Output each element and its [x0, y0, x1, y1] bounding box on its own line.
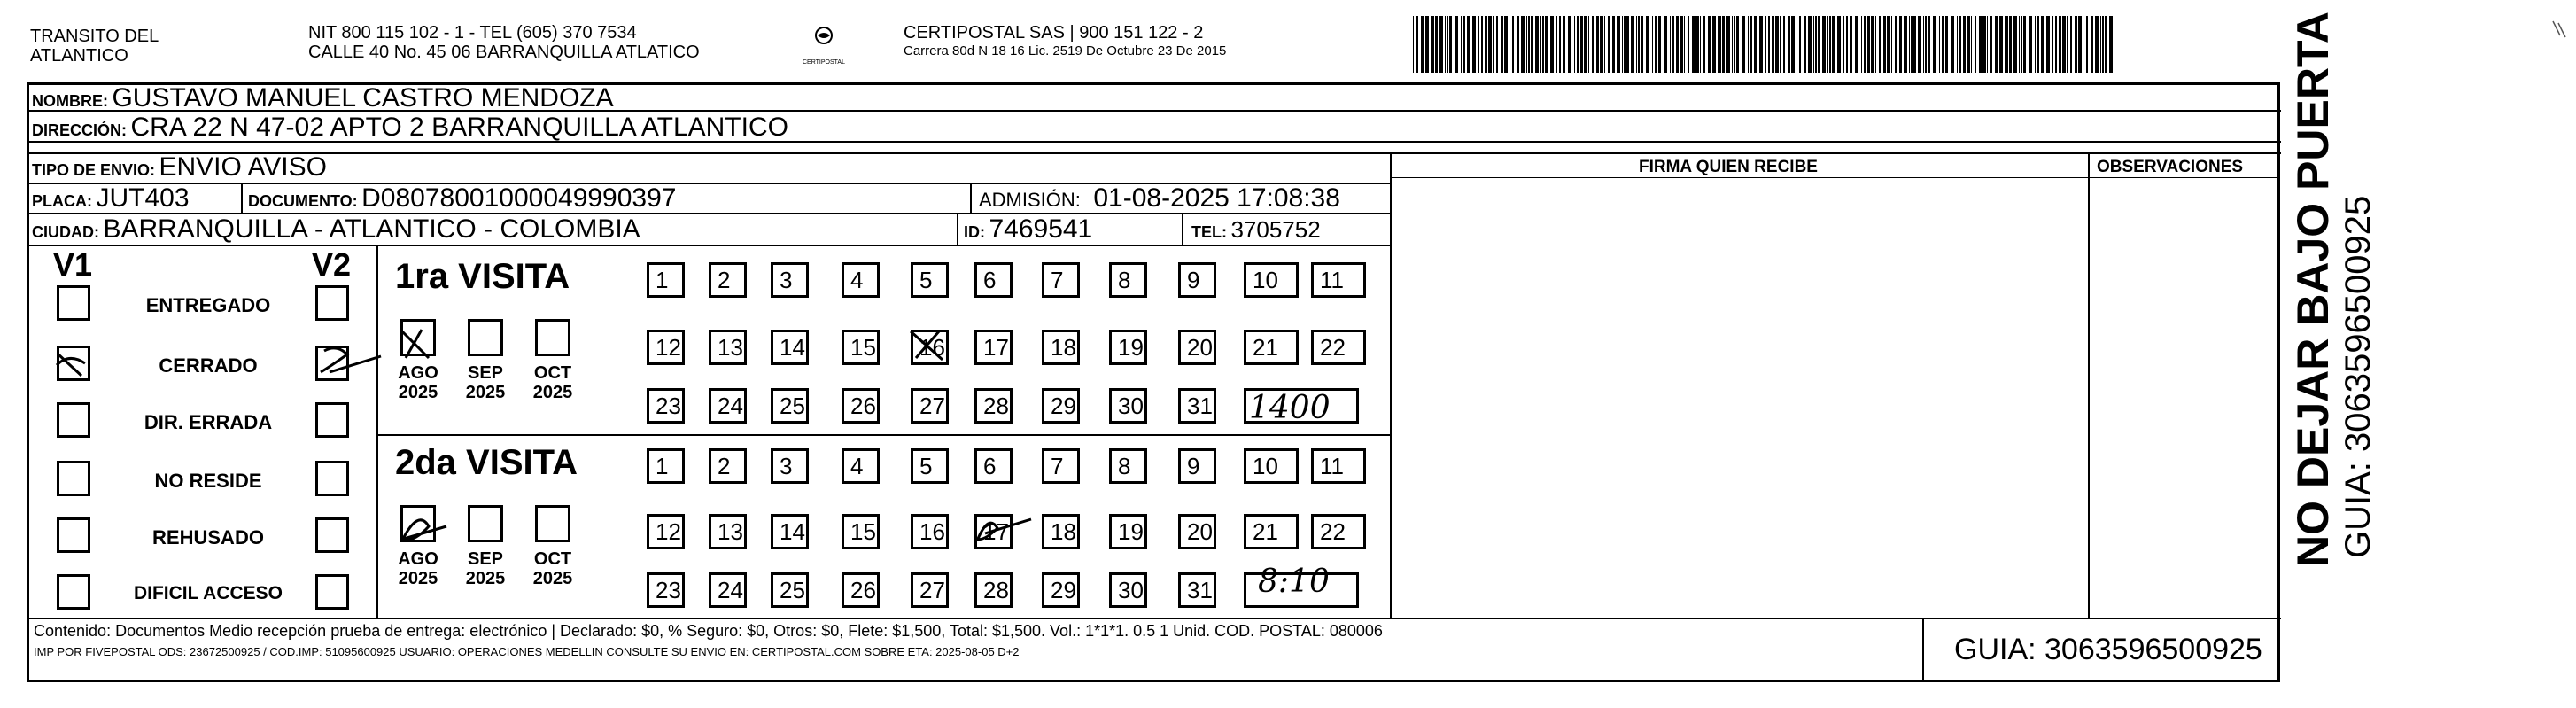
day-box-10-v2[interactable]: 10 [1244, 448, 1299, 484]
day-box-1-v1[interactable]: 1 [647, 262, 685, 298]
day-box-7-v2[interactable]: 7 [1042, 448, 1080, 484]
address-text: CALLE 40 No. 45 06 BARRANQUILLA ATLATICO [308, 43, 700, 62]
status-label-5: REHUSADO [152, 526, 264, 549]
day-box-7-v1[interactable]: 7 [1042, 262, 1080, 298]
day-box-2-v1[interactable]: 2 [709, 262, 747, 298]
day-box-31-v1[interactable]: 31 [1178, 388, 1216, 424]
day-box-27-v2[interactable]: 27 [911, 572, 949, 608]
month-label: SEP 2025 [465, 363, 506, 402]
company-text: CERTIPOSTAL SAS | 900 151 122 - 2 [904, 23, 1204, 43]
first-visit-time: 1400 [1249, 390, 1331, 426]
day-box-23-v1[interactable]: 23 [647, 388, 685, 424]
v2-label: V2 [312, 246, 352, 283]
day-box-29-v2[interactable]: 29 [1042, 572, 1080, 608]
nit-text: NIT 800 115 102 - 1 - TEL (605) 370 7534 [308, 23, 637, 43]
day-box-9-v1[interactable]: 9 [1178, 262, 1216, 298]
day-box-16-v1[interactable]: 16 [911, 330, 949, 365]
status-label-2: CERRADO [159, 354, 258, 377]
org-line1: TRANSITO DEL [30, 27, 159, 46]
tipo-label: TIPO DE ENVIO: [32, 161, 156, 179]
day-box-16-v2[interactable]: 16 [911, 514, 949, 549]
day-box-4-v2[interactable]: 4 [842, 448, 880, 484]
day-box-10-v1[interactable]: 10 [1244, 262, 1299, 298]
day-box-9-v2[interactable]: 9 [1178, 448, 1216, 484]
documento-value: D08078001000049990397 [361, 183, 677, 213]
day-box-5-v2[interactable]: 5 [911, 448, 949, 484]
license-text: Carrera 80d N 18 16 Lic. 2519 De Octubre 23 De 2015 [904, 43, 1227, 58]
day-box-11-v1[interactable]: 11 [1311, 262, 1366, 298]
day-box-14-v1[interactable]: 14 [771, 330, 809, 365]
day-box-18-v1[interactable]: 18 [1042, 330, 1080, 365]
day-box-3-v1[interactable]: 3 [771, 262, 809, 298]
status-label-6: DIFICIL ACCESO [133, 583, 283, 603]
month-label: AGO 2025 [398, 363, 438, 402]
day-box-19-v2[interactable]: 19 [1109, 514, 1147, 549]
month-label: OCT 2025 [532, 363, 573, 402]
admision-label: ADMISIÓN: [979, 189, 1081, 211]
tel-label: TEL: [1191, 223, 1227, 241]
day-box-20-v1[interactable]: 20 [1178, 330, 1216, 365]
day-box-28-v1[interactable]: 28 [974, 388, 1013, 424]
footer-imp: IMP POR FIVEPOSTAL ODS: 23672500925 / COD.IMP: 51095600925 USUARIO: OPERACIONES MEDELLIN CONSULTE SU ENVIO EN: CERTIPOSTAL.COM SOBRE ETA: 2025-08-05 D+2 [34, 645, 1020, 658]
day-box-28-v2[interactable]: 28 [974, 572, 1013, 608]
status-label-3: DIR. ERRADA [144, 411, 273, 433]
day-box-31-v2[interactable]: 31 [1178, 572, 1216, 608]
day-box-30-v1[interactable]: 30 [1109, 388, 1147, 424]
placa-value: JUT403 [96, 183, 190, 213]
day-box-15-v1[interactable]: 15 [842, 330, 880, 365]
status-label-1: ENTREGADO [145, 294, 271, 316]
day-box-21-v2[interactable]: 21 [1244, 514, 1299, 549]
day-box-27-v1[interactable]: 27 [911, 388, 949, 424]
day-box-18-v2[interactable]: 18 [1042, 514, 1080, 549]
second-visit-title: 2da VISITA [395, 443, 578, 482]
footer-contenido: Contenido: Documentos Medio recepción prueba de entrega: electrónico | Declarado: $0, % Seguro: $0, Otros: $0, Flete: $1,500, Total: $1,500. Vol.: 1*1*1. 0.5 1 Unid. COD. POSTAL: 080006 [34, 622, 1383, 640]
day-box-19-v1[interactable]: 19 [1109, 330, 1147, 365]
day-box-25-v2[interactable]: 25 [771, 572, 809, 608]
day-box-6-v2[interactable]: 6 [974, 448, 1013, 484]
day-box-8-v2[interactable]: 8 [1109, 448, 1147, 484]
footer-guia: GUIA: 3063596500925 [1954, 633, 2262, 666]
day-box-22-v2[interactable]: 22 [1311, 514, 1366, 549]
month-label: AGO 2025 [398, 549, 438, 588]
day-box-26-v2[interactable]: 26 [842, 572, 880, 608]
month-label: OCT 2025 [532, 549, 573, 588]
admision-value: 01-08-2025 17:08:38 [1093, 183, 1340, 213]
day-box-2-v2[interactable]: 2 [709, 448, 747, 484]
day-box-6-v1[interactable]: 6 [974, 262, 1013, 298]
day-box-17-v1[interactable]: 17 [974, 330, 1013, 365]
placa-label: PLACA: [32, 192, 92, 210]
day-box-13-v2[interactable]: 13 [709, 514, 747, 549]
day-box-14-v2[interactable]: 14 [771, 514, 809, 549]
day-box-30-v2[interactable]: 30 [1109, 572, 1147, 608]
direccion-value: CRA 22 N 47-02 APTO 2 BARRANQUILLA ATLANTICO [130, 113, 788, 142]
tel-value: 3705752 [1230, 216, 1321, 243]
day-box-24-v2[interactable]: 24 [709, 572, 747, 608]
day-box-17-v2[interactable]: 17 [974, 514, 1013, 549]
id-label: ID: [964, 223, 985, 241]
day-box-1-v2[interactable]: 1 [647, 448, 685, 484]
status-label-4: NO RESIDE [154, 470, 262, 492]
direccion-label: DIRECCIÓN: [32, 121, 127, 139]
day-box-25-v1[interactable]: 25 [771, 388, 809, 424]
day-box-15-v2[interactable]: 15 [842, 514, 880, 549]
day-box-3-v2[interactable]: 3 [771, 448, 809, 484]
v1-label: V1 [53, 246, 93, 283]
observaciones-label: OBSERVACIONES [2097, 158, 2244, 176]
day-box-12-v2[interactable]: 12 [647, 514, 685, 549]
tipo-value: ENVIO AVISO [159, 152, 327, 182]
nombre-label: NOMBRE: [32, 92, 108, 110]
org-line2: ATLANTICO [30, 46, 128, 66]
day-box-20-v2[interactable]: 20 [1178, 514, 1216, 549]
day-box-26-v1[interactable]: 26 [842, 388, 880, 424]
month-label: SEP 2025 [465, 549, 506, 588]
day-box-13-v1[interactable]: 13 [709, 330, 747, 365]
nombre-value: GUSTAVO MANUEL CASTRO MENDOZA [112, 83, 614, 113]
id-value: 7469541 [989, 214, 1093, 244]
day-box-12-v1[interactable]: 12 [647, 330, 685, 365]
day-box-22-v1[interactable]: 22 [1311, 330, 1366, 365]
day-box-24-v1[interactable]: 24 [709, 388, 747, 424]
day-box-23-v2[interactable]: 23 [647, 572, 685, 608]
day-box-5-v1[interactable]: 5 [911, 262, 949, 298]
day-box-4-v1[interactable]: 4 [842, 262, 880, 298]
ciudad-value: BARRANQUILLA - ATLANTICO - COLOMBIA [103, 214, 640, 244]
certipostal-logo: CERTIPOSTAL [802, 21, 846, 64]
day-box-29-v1[interactable]: 29 [1042, 388, 1080, 424]
day-box-21-v1[interactable]: 21 [1244, 330, 1299, 365]
day-box-8-v1[interactable]: 8 [1109, 262, 1147, 298]
documento-label: DOCUMENTO: [248, 192, 358, 210]
side-warning: NO DEJAR BAJO PUERTA [2288, 12, 2338, 567]
first-visit-title: 1ra VISITA [395, 257, 570, 296]
side-guia: GUIA: 3063596500925 [2339, 195, 2378, 558]
firma-label: FIRMA QUIEN RECIBE [1639, 158, 1818, 176]
ciudad-label: CIUDAD: [32, 223, 99, 241]
day-box-11-v2[interactable]: 11 [1311, 448, 1366, 484]
second-visit-time: 8:10 [1258, 564, 1330, 600]
